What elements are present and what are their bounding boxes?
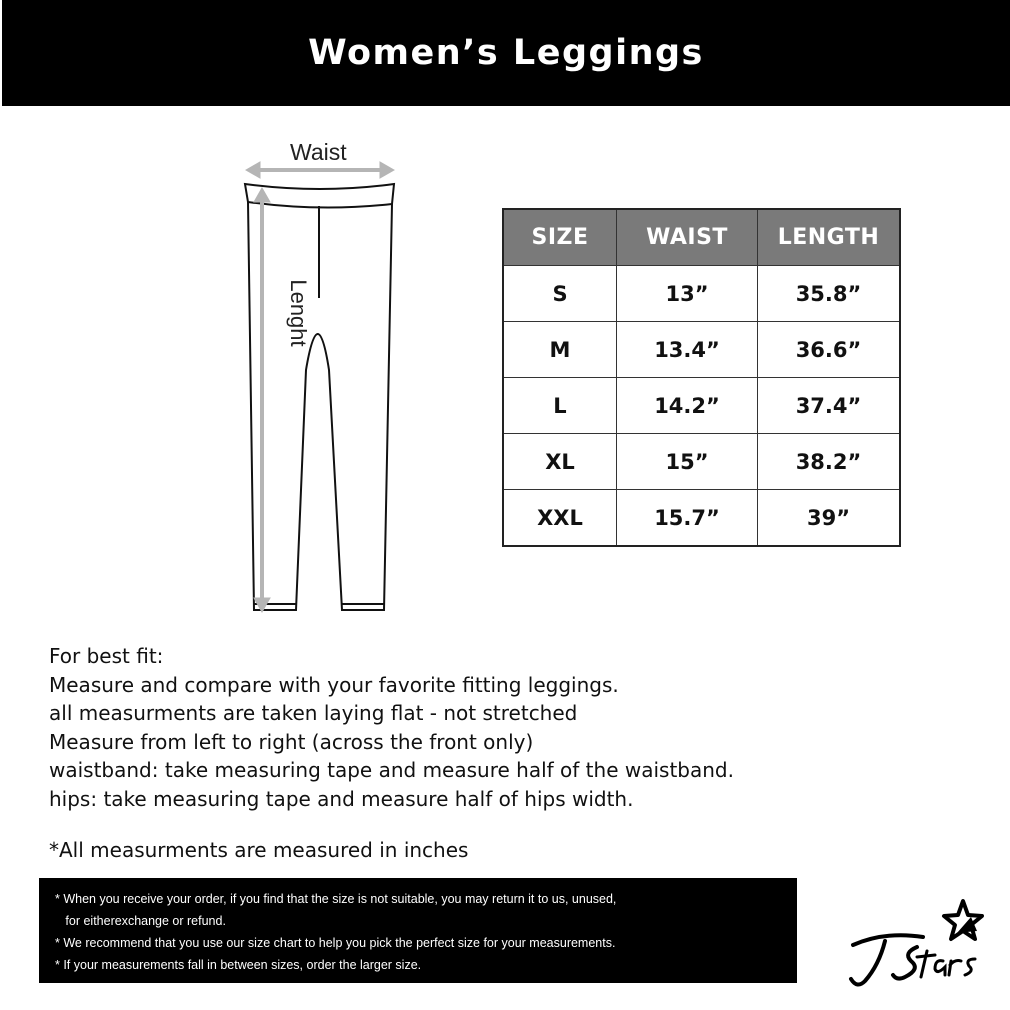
units-note: *All measurments are measured in inches bbox=[49, 838, 469, 862]
length-cell: 35.8” bbox=[758, 266, 901, 322]
disclaimer-line: for eitherexchange or refund. bbox=[55, 914, 226, 928]
size-cell: XL bbox=[503, 434, 617, 490]
table-row bbox=[503, 490, 900, 547]
fit-note: waistband: take measuring tape and measure half of the waistband. bbox=[49, 758, 734, 782]
waist-label: Waist bbox=[290, 139, 347, 165]
tstars-logo bbox=[845, 895, 985, 995]
length-cell: 36.6” bbox=[758, 322, 901, 378]
length-arrow-icon bbox=[254, 188, 270, 612]
length-cell: 38.2” bbox=[758, 434, 901, 490]
waist-cell: 13” bbox=[617, 266, 758, 322]
size-table-header bbox=[503, 209, 900, 266]
fit-note: Measure from left to right (across the front only) bbox=[49, 729, 534, 754]
size-cell: S bbox=[503, 266, 617, 322]
fit-note: hips: take measuring tape and measure half of hips width. bbox=[49, 786, 634, 811]
fit-note: Measure and compare with your favorite fitting leggings. bbox=[49, 672, 619, 697]
length-cell: 37.4” bbox=[758, 378, 901, 434]
disclaimer-line: * We recommend that you use our size chart to help you pick the perfect size for your measurements. bbox=[55, 936, 616, 950]
size-cell: M bbox=[503, 322, 617, 378]
leggings-diagram bbox=[240, 130, 410, 630]
star-logo-icon bbox=[944, 901, 982, 939]
size-cell: XXL bbox=[503, 490, 617, 547]
size-table bbox=[502, 208, 901, 547]
disclaimer-box bbox=[39, 878, 797, 983]
table-row bbox=[503, 434, 900, 490]
waist-cell: 14.2” bbox=[617, 378, 758, 434]
waist-cell: 15.7” bbox=[617, 490, 758, 547]
fit-note-heading: For best fit: bbox=[49, 644, 164, 668]
fit-note: all measurments are taken laying flat - not stretched bbox=[49, 701, 578, 725]
page-header bbox=[2, 0, 1010, 106]
length-cell: 39” bbox=[758, 490, 901, 547]
tstars-wordmark bbox=[851, 935, 975, 984]
length-label: Lenght bbox=[286, 279, 311, 347]
page-title: Women’s Leggings bbox=[308, 33, 704, 73]
leggings-outline bbox=[245, 184, 394, 610]
disclaimer-line: * When you receive your order, if you find that the size is not suitable, you may return it to us, unused, bbox=[55, 892, 617, 906]
waist-cell: 13.4” bbox=[617, 322, 758, 378]
column-header-length: LENGTH bbox=[758, 209, 901, 266]
column-header-waist: WAIST bbox=[617, 209, 758, 266]
disclaimer-line: * If your measurements fall in between sizes, order the larger size. bbox=[55, 958, 422, 972]
column-header-size: SIZE bbox=[503, 209, 617, 266]
fit-instructions bbox=[49, 642, 734, 813]
table-row bbox=[503, 266, 900, 322]
table-row bbox=[503, 322, 900, 378]
size-cell: L bbox=[503, 378, 617, 434]
waist-cell: 15” bbox=[617, 434, 758, 490]
table-row bbox=[503, 378, 900, 434]
